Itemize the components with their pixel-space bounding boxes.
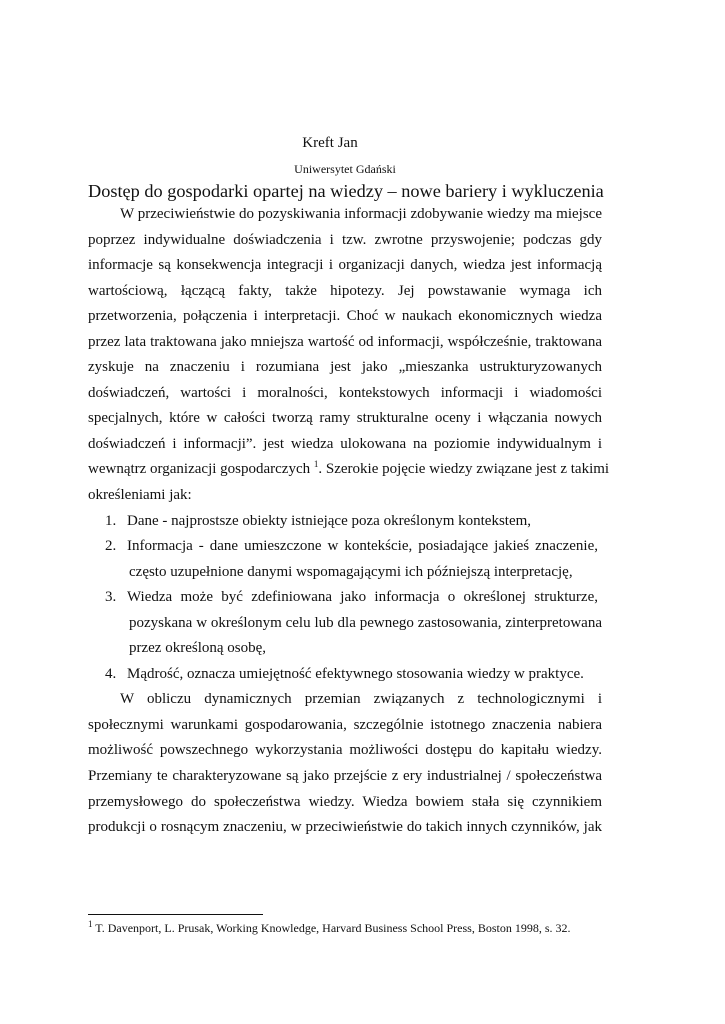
- text-line: społecznymi warunkami gospodarowania, szczególnie istotnego znaczenia nabiera: [88, 716, 602, 733]
- author-name: Kreft Jan: [302, 135, 358, 151]
- list-item-text: Dane - najprostsze obiekty istniejące poza określonym kontekstem,: [127, 512, 532, 529]
- text-line: możliwość powszechnego wykorzystania możliwości dostępu do kapitału wiedzy.: [88, 742, 602, 759]
- list-item-number: 3.: [105, 589, 117, 606]
- text-line: produkcji o rosnącym znaczeniu, w przeciwieństwie do takich innych czynników, jak: [88, 819, 602, 836]
- footnote-mark: 1: [88, 919, 93, 929]
- text-line: informacje są konsekwencja integracji i organizacji danych, wiedza jest informacją: [88, 257, 602, 274]
- text-line: W obliczu dynamicznych przemian związanych z technologicznymi i: [120, 691, 602, 708]
- list-item-number: 2.: [105, 538, 117, 555]
- text-line: określeniami jak:: [88, 487, 192, 504]
- article-title: Dostęp do gospodarki opartej na wiedzy – nowe bariery i wykluczenia: [88, 181, 604, 201]
- list-item-text: Wiedza może być zdefiniowana jako informacja o określonej strukturze,: [127, 589, 598, 606]
- footnote-text: T. Davenport, L. Prusak, Working Knowledge, Harvard Business School Press, Boston 1998, s. 32.: [92, 921, 571, 935]
- text-line: poprzez indywidualne doświadczenia i tzw. zwrotne przyswojenie; podczas gdy: [88, 231, 602, 248]
- list-item: [88, 662, 602, 688]
- list-item-continuation: pozyskana w określonym celu lub dla pewnego zastosowania, zinterpretowana: [129, 614, 602, 631]
- text-segment: . Szerokie pojęcie wiedzy związane jest z takimi: [318, 461, 610, 478]
- list-item-continuation: przez określoną osobę,: [129, 640, 267, 657]
- text-line: W przeciwieństwie do pozyskiwania informacji zdobywanie wiedzy ma miejsce: [120, 206, 602, 222]
- text-line: przez lata traktowana jako mniejsza wartość od informacji, współcześnie, traktowana: [88, 333, 602, 350]
- text-segment: wewnątrz organizacji gospodarczych: [88, 461, 311, 478]
- text-line: zyskuje na znaczeniu i rozumiana jest jako „mieszanka ustrukturyzowanych: [88, 359, 602, 376]
- list-item: [88, 534, 602, 560]
- text-line-with-footnote: [88, 457, 610, 483]
- definition-list: [88, 509, 602, 688]
- text-line: przetworzenia, połączenia i interpretacji. Choć w naukach ekonomicznych wiedza: [88, 308, 602, 325]
- list-item: [88, 585, 602, 611]
- text-line: Przemiany te charakteryzowane są jako przejście z ery industrialnej / społeczeństwa: [88, 768, 602, 785]
- author-affiliation: Uniwersytet Gdański: [294, 162, 396, 176]
- paragraph-1: [88, 202, 610, 509]
- text-line: doświadczeń, wartości i moralności, kontekstowych informacji i wiadomości: [88, 384, 602, 401]
- text-line: doświadczeń i informacji”. jest wiedza ulokowana na poziomie indywidualnym i: [88, 435, 602, 452]
- article-body: [88, 202, 610, 841]
- list-item-text: Mądrość, oznacza umiejętność efektywnego stosowania wiedzy w praktyce.: [127, 665, 584, 682]
- footnote: [88, 921, 571, 936]
- footnote-reference: 1: [313, 459, 319, 470]
- list-item-text: Informacja - dane umieszczone w kontekście, posiadające jakieś znaczenie,: [127, 538, 598, 555]
- text-line: specjalnych, które w całości tworzą ramy strukturalne oceny i włączania nowych: [88, 410, 602, 427]
- list-item: [88, 509, 602, 535]
- text-line: przemysłowego do społeczeństwa wiedzy. Wiedza bowiem stała się czynnikiem: [88, 793, 602, 810]
- list-item-number: 4.: [105, 665, 117, 682]
- list-item-number: 1.: [105, 512, 117, 529]
- footnote-separator: [88, 914, 263, 915]
- list-item-continuation: często uzupełnione danymi wspomagającymi ich późniejszą interpretację,: [129, 563, 573, 580]
- text-line: wartościową, łączącą fakty, także hipotezy. Jej powstawanie wymaga ich: [88, 282, 602, 299]
- paragraph-2: [88, 687, 602, 840]
